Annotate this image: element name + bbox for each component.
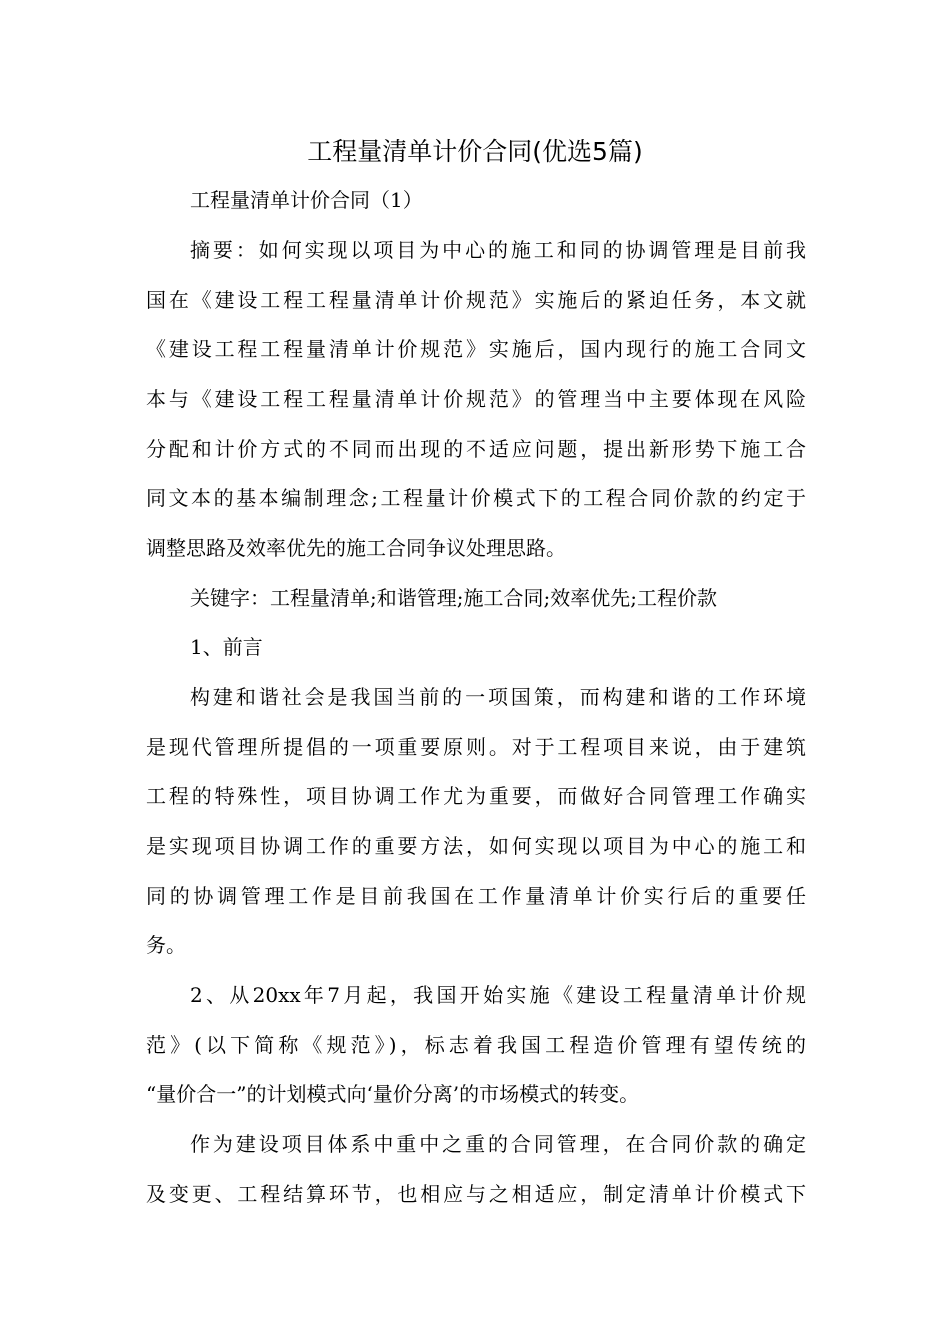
paragraph-line: 是现代管理所提倡的一项重要原则。对于工程项目来说，由于建筑 [146, 735, 806, 759]
paragraph-line: 同的协调管理工作是目前我国在工作量清单计价实行后的重要任 [146, 884, 806, 908]
abstract-line: 摘要：如何实现以项目为中心的施工和同的协调管理是目前我 [190, 238, 806, 262]
paragraph-line: “量价合一”的计划模式向‘量价分离’的市场模式的转变。 [146, 1082, 640, 1106]
abstract-line: 本与《建设工程工程量清单计价规范》的管理当中主要体现在风险 [146, 387, 806, 411]
section1-heading: 1、前言 [190, 635, 263, 659]
document-title: 工程量清单计价合同(优选5篇) [307, 137, 643, 166]
abstract-line: 《建设工程工程量清单计价规范》实施后，国内现行的施工合同文 [146, 337, 806, 361]
abstract-line: 同文本的基本编制理念;工程量计价模式下的工程合同价款的约定于 [146, 486, 806, 510]
paragraph-line: 工程的特殊性，项目协调工作尤为重要，而做好合同管理工作确实 [146, 784, 806, 808]
paragraph-line: 及变更、工程结算环节，也相应与之相适应，制定清单计价模式下 [146, 1182, 806, 1206]
paragraph-line: 构建和谐社会是我国当前的一项国策，而构建和谐的工作环境 [190, 685, 806, 709]
paragraph-line: 是实现项目协调工作的重要方法，如何实现以项目为中心的施工和 [146, 834, 806, 858]
abstract-line: 分配和计价方式的不同而出现的不适应问题，提出新形势下施工合 [146, 437, 806, 461]
paragraph-line: 作为建设项目体系中重中之重的合同管理，在合同价款的确定 [190, 1132, 806, 1156]
paragraph-line: 范》(以下简称《规范》)，标志着我国工程造价管理有望传统的 [146, 1033, 806, 1057]
keywords-line: 关键字：工程量清单;和谐管理;施工合同;效率优先;工程价款 [190, 586, 717, 610]
abstract-line: 国在《建设工程工程量清单计价规范》实施后的紧迫任务，本文就 [146, 288, 806, 312]
paragraph-line: 2、从20xx年7月起，我国开始实施《建设工程量清单计价规 [190, 983, 806, 1007]
paragraph-line: 务。 [146, 933, 186, 957]
abstract-line: 调整思路及效率优先的施工合同争议处理思路。 [146, 536, 566, 560]
section-heading: 工程量清单计价合同（1） [190, 188, 423, 212]
